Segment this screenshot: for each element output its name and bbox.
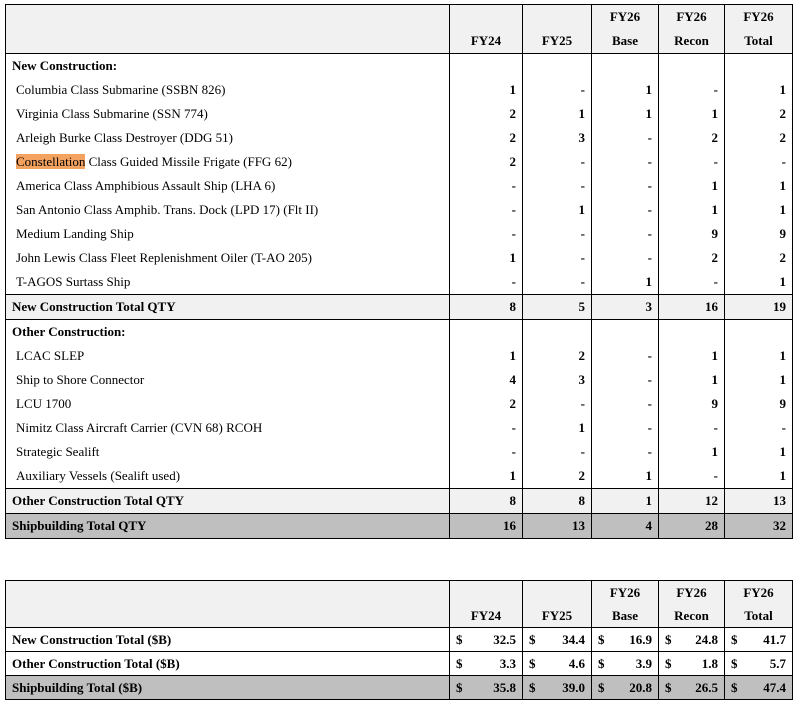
dollar-value — [598, 632, 652, 648]
qty-cell: 1 — [592, 489, 659, 514]
dollar-cell — [659, 652, 725, 676]
shipbuilding-qty-table — [5, 4, 793, 539]
qty-cell: 5 — [523, 295, 592, 320]
qty-cell: 1 — [725, 198, 793, 222]
row-label: Nimitz Class Aircraft Carrier (CVN 68) RCOH — [6, 416, 450, 440]
qty-cell: 9 — [659, 222, 725, 246]
qty-cell: 1 — [450, 464, 523, 489]
qty-cell: 4 — [450, 368, 523, 392]
qty-cell: 2 — [450, 392, 523, 416]
dollar-value — [456, 632, 516, 648]
qty-cell: 1 — [659, 344, 725, 368]
empty-cell — [592, 320, 659, 345]
qty-cell: - — [592, 174, 659, 198]
section-total-row — [6, 295, 793, 320]
dollar-value — [731, 680, 786, 696]
qty-cell: 3 — [523, 368, 592, 392]
qty-cell: - — [725, 416, 793, 440]
qty-cell: 2 — [725, 246, 793, 270]
currency-symbol: $ — [456, 679, 463, 695]
grand-total-label: Shipbuilding Total QTY — [6, 514, 450, 539]
header-corner — [6, 604, 450, 628]
table-row — [6, 150, 793, 174]
row-label: Virginia Class Submarine (SSN 774) — [6, 102, 450, 126]
column-header-line1 — [523, 5, 592, 30]
amount: 5.7 — [769, 655, 786, 671]
empty-cell — [592, 54, 659, 79]
qty-cell: - — [659, 270, 725, 295]
empty-cell — [725, 54, 793, 79]
qty-cell: 8 — [450, 489, 523, 514]
qty-cell: 1 — [659, 102, 725, 126]
qty-cell: 1 — [592, 464, 659, 489]
row-label: Arleigh Burke Class Destroyer (DDG 51) — [6, 126, 450, 150]
dollar-value — [665, 656, 718, 672]
empty-cell — [523, 54, 592, 79]
dollar-value — [456, 656, 516, 672]
qty-cell: 2 — [523, 344, 592, 368]
currency-symbol: $ — [731, 655, 738, 671]
empty-cell — [450, 320, 523, 345]
row-label: Ship to Shore Connector — [6, 368, 450, 392]
qty-cell: 1 — [592, 78, 659, 102]
currency-symbol: $ — [529, 679, 536, 695]
dollar-value — [665, 632, 718, 648]
dollar-value — [598, 680, 652, 696]
column-header-line2: Total — [725, 604, 793, 628]
qty-cell: - — [592, 150, 659, 174]
column-header-line1 — [450, 581, 523, 605]
qty-cell: 9 — [725, 392, 793, 416]
currency-symbol: $ — [598, 655, 605, 671]
qty-cell: 2 — [725, 126, 793, 150]
total-label: New Construction Total QTY — [6, 295, 450, 320]
row-label: Shipbuilding Total ($B) — [6, 676, 450, 700]
column-header-line2: Base — [592, 29, 659, 54]
row-label — [6, 150, 450, 174]
amount: 16.9 — [629, 631, 652, 647]
qty-cell: 19 — [725, 295, 793, 320]
qty-cell: - — [592, 416, 659, 440]
qty-cell: 12 — [659, 489, 725, 514]
row-label: John Lewis Class Fleet Replenishment Oiler (T-AO 205) — [6, 246, 450, 270]
qty-cell: 13 — [523, 514, 592, 539]
qty-cell: - — [592, 368, 659, 392]
qty-cell: 13 — [725, 489, 793, 514]
qty-cell: 8 — [523, 489, 592, 514]
qty-cell: 1 — [725, 344, 793, 368]
currency-symbol: $ — [456, 631, 463, 647]
dollar-cell — [725, 676, 793, 700]
qty-cell: 1 — [725, 464, 793, 489]
qty-cell: - — [659, 78, 725, 102]
amount: 20.8 — [629, 679, 652, 695]
qty-cell: 1 — [523, 198, 592, 222]
dollar-value — [456, 680, 516, 696]
header-row — [6, 29, 793, 54]
header-row — [6, 604, 793, 628]
qty-cell: - — [450, 416, 523, 440]
qty-cell: - — [523, 222, 592, 246]
qty-cell: 1 — [725, 270, 793, 295]
empty-cell — [659, 320, 725, 345]
currency-symbol: $ — [598, 631, 605, 647]
column-header-line2: FY25 — [523, 604, 592, 628]
row-label: Columbia Class Submarine (SSBN 826) — [6, 78, 450, 102]
header-corner — [6, 29, 450, 54]
dollar-cell — [523, 676, 592, 700]
dollar-cell — [592, 628, 659, 652]
qty-cell: - — [592, 440, 659, 464]
qty-cell: - — [725, 150, 793, 174]
currency-symbol: $ — [665, 655, 672, 671]
shipbuilding-dollars-table — [5, 580, 793, 700]
table-row — [6, 440, 793, 464]
qty-cell: 4 — [592, 514, 659, 539]
column-header-line1: FY26 — [659, 581, 725, 605]
qty-cell: - — [523, 174, 592, 198]
header-corner — [6, 5, 450, 30]
column-header-line2: Total — [725, 29, 793, 54]
table-row — [6, 464, 793, 489]
qty-cell: 3 — [523, 126, 592, 150]
dollar-cell — [450, 652, 523, 676]
qty-cell: - — [523, 246, 592, 270]
section-title: Other Construction: — [6, 320, 450, 345]
qty-cell: 2 — [659, 246, 725, 270]
amount: 47.4 — [763, 679, 786, 695]
grand-total-row — [6, 514, 793, 539]
qty-cell: 1 — [659, 174, 725, 198]
qty-cell: 9 — [659, 392, 725, 416]
qty-cell: 1 — [725, 368, 793, 392]
qty-cell: - — [450, 270, 523, 295]
column-header-line2: FY24 — [450, 604, 523, 628]
qty-cell: - — [592, 392, 659, 416]
column-header-line2: FY24 — [450, 29, 523, 54]
dollar-cell — [659, 628, 725, 652]
qty-cell: 3 — [592, 295, 659, 320]
amount: 32.5 — [493, 631, 516, 647]
amount: 26.5 — [695, 679, 718, 695]
amount: 41.7 — [763, 631, 786, 647]
amount: 3.9 — [635, 655, 652, 671]
column-header-line1 — [450, 5, 523, 30]
column-header-line1: FY26 — [592, 5, 659, 30]
table-row — [6, 222, 793, 246]
qty-cell: 1 — [659, 368, 725, 392]
column-header-line2: Base — [592, 604, 659, 628]
dollar-value — [529, 680, 585, 696]
currency-symbol: $ — [731, 631, 738, 647]
empty-cell — [450, 54, 523, 79]
currency-symbol: $ — [529, 631, 536, 647]
dollar-cell — [523, 652, 592, 676]
qty-cell: - — [592, 246, 659, 270]
currency-symbol: $ — [665, 679, 672, 695]
highlighted-text: Constellation — [16, 154, 86, 169]
header-row — [6, 5, 793, 30]
dollar-value — [665, 680, 718, 696]
dollar-cell — [592, 652, 659, 676]
table-row — [6, 368, 793, 392]
qty-cell: - — [592, 344, 659, 368]
column-header-line2: Recon — [659, 604, 725, 628]
table-row — [6, 246, 793, 270]
qty-cell: - — [450, 198, 523, 222]
currency-symbol: $ — [731, 679, 738, 695]
table-row — [6, 174, 793, 198]
qty-cell: 1 — [725, 78, 793, 102]
qty-cell: - — [659, 416, 725, 440]
qty-cell: 1 — [450, 246, 523, 270]
row-label: LCAC SLEP — [6, 344, 450, 368]
other-construction-title-row — [6, 320, 793, 345]
dollar-cell — [450, 676, 523, 700]
qty-cell: - — [523, 150, 592, 174]
amount: 35.8 — [493, 679, 516, 695]
qty-cell: 1 — [592, 102, 659, 126]
dollar-value — [529, 632, 585, 648]
qty-cell: 2 — [450, 102, 523, 126]
qty-cell: - — [592, 126, 659, 150]
amount: 4.6 — [568, 655, 585, 671]
qty-cell: 1 — [659, 440, 725, 464]
empty-cell — [523, 320, 592, 345]
table-row — [6, 198, 793, 222]
qty-cell: 1 — [725, 440, 793, 464]
dollar-cell — [592, 676, 659, 700]
table-row — [6, 416, 793, 440]
currency-symbol: $ — [598, 679, 605, 695]
column-header-line1: FY26 — [592, 581, 659, 605]
dollar-row — [6, 628, 793, 652]
section-total-row — [6, 489, 793, 514]
dollar-value — [731, 656, 786, 672]
dollar-row — [6, 652, 793, 676]
qty-cell: 1 — [450, 344, 523, 368]
qty-cell: 9 — [725, 222, 793, 246]
table-row — [6, 78, 793, 102]
qty-cell: - — [450, 174, 523, 198]
column-header-line1: FY26 — [659, 5, 725, 30]
qty-cell: - — [523, 270, 592, 295]
dollar-cell — [725, 628, 793, 652]
qty-cell: 2 — [725, 102, 793, 126]
table-row — [6, 102, 793, 126]
dollar-cell — [659, 676, 725, 700]
row-label: LCU 1700 — [6, 392, 450, 416]
qty-cell: 1 — [450, 78, 523, 102]
table-row — [6, 344, 793, 368]
qty-cell: - — [523, 78, 592, 102]
qty-cell: 8 — [450, 295, 523, 320]
column-header-line1: FY26 — [725, 5, 793, 30]
row-label: America Class Amphibious Assault Ship (LHA 6) — [6, 174, 450, 198]
new-construction-title-row — [6, 54, 793, 79]
qty-cell: - — [450, 440, 523, 464]
qty-cell: 16 — [659, 295, 725, 320]
qty-cell: - — [659, 464, 725, 489]
row-label: San Antonio Class Amphib. Trans. Dock (LPD 17) (Flt II) — [6, 198, 450, 222]
column-header-line1: FY26 — [725, 581, 793, 605]
qty-cell: 2 — [450, 150, 523, 174]
row-label: T-AGOS Surtass Ship — [6, 270, 450, 295]
column-header-line1 — [523, 581, 592, 605]
qty-cell: 16 — [450, 514, 523, 539]
amount: 3.3 — [499, 655, 516, 671]
total-label: Other Construction Total QTY — [6, 489, 450, 514]
empty-cell — [725, 320, 793, 345]
table-row — [6, 126, 793, 150]
amount: 34.4 — [562, 631, 585, 647]
qty-cell: 32 — [725, 514, 793, 539]
qty-cell: 28 — [659, 514, 725, 539]
dollar-value — [529, 656, 585, 672]
qty-cell: 2 — [523, 464, 592, 489]
row-label: New Construction Total ($B) — [6, 628, 450, 652]
qty-cell: 1 — [659, 198, 725, 222]
qty-cell: - — [523, 392, 592, 416]
qty-cell: - — [523, 440, 592, 464]
empty-cell — [659, 54, 725, 79]
dollar-cell — [523, 628, 592, 652]
amount: 39.0 — [562, 679, 585, 695]
qty-cell: 2 — [450, 126, 523, 150]
qty-cell: 2 — [659, 126, 725, 150]
qty-cell: 1 — [592, 270, 659, 295]
table-row — [6, 270, 793, 295]
currency-symbol: $ — [456, 655, 463, 671]
qty-cell: - — [450, 222, 523, 246]
qty-cell: 1 — [523, 416, 592, 440]
qty-cell: - — [659, 150, 725, 174]
currency-symbol: $ — [665, 631, 672, 647]
qty-cell: - — [592, 222, 659, 246]
amount: 24.8 — [695, 631, 718, 647]
row-label: Auxiliary Vessels (Sealift used) — [6, 464, 450, 489]
currency-symbol: $ — [529, 655, 536, 671]
table-row — [6, 392, 793, 416]
dollar-cell — [450, 628, 523, 652]
row-label: Other Construction Total ($B) — [6, 652, 450, 676]
row-label: Medium Landing Ship — [6, 222, 450, 246]
dollar-row — [6, 676, 793, 700]
dollar-cell — [725, 652, 793, 676]
qty-cell: 1 — [523, 102, 592, 126]
column-header-line2: Recon — [659, 29, 725, 54]
header-row — [6, 581, 793, 605]
qty-cell: 1 — [725, 174, 793, 198]
column-header-line2: FY25 — [523, 29, 592, 54]
qty-cell: - — [592, 198, 659, 222]
section-title: New Construction: — [6, 54, 450, 79]
label-text: Class Guided Missile Frigate (FFG 62) — [85, 154, 292, 169]
amount: 1.8 — [701, 655, 718, 671]
row-label: Strategic Sealift — [6, 440, 450, 464]
header-corner — [6, 581, 450, 605]
dollar-value — [598, 656, 652, 672]
dollar-value — [731, 632, 786, 648]
